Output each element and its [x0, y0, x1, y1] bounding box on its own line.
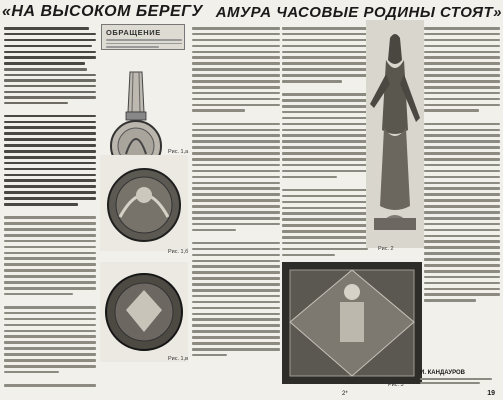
- caption-fig-3: Рис. 3: [388, 382, 404, 388]
- newspaper-clipping: [101, 24, 185, 50]
- caption-fig-1b: Рис. 1,б: [168, 249, 189, 255]
- text-column-1: [4, 27, 96, 387]
- author-name: И. КАНДАУРОВ: [420, 370, 466, 376]
- relief-photo-fig-3: [282, 262, 422, 384]
- caption-fig-1v: Рис. 1,в: [168, 356, 189, 362]
- column-1-text-placeholder: [4, 27, 96, 387]
- caption-fig-1a: Рис. 1,а: [168, 149, 189, 155]
- medal-photo-1b: [100, 155, 188, 251]
- caption-fig-2: Рис. 2: [378, 246, 394, 252]
- headline-left: «НА ВЫСОКОМ БЕРЕГУ: [2, 3, 203, 20]
- medal-photo-1v: [100, 262, 188, 362]
- clipping-title: ОБРАЩЕНИЕ: [106, 28, 161, 37]
- page-mark: 2*: [342, 391, 348, 397]
- text-column-4: [424, 27, 500, 387]
- monument-photo-fig-2: [366, 20, 424, 248]
- article-signature: [420, 370, 500, 384]
- page-number: 19: [487, 390, 495, 397]
- article-headline: [2, 1, 502, 23]
- text-column-2: [192, 27, 280, 387]
- headline-right: АМУРА ЧАСОВЫЕ РОДИНЫ СТОЯТ»: [215, 3, 502, 21]
